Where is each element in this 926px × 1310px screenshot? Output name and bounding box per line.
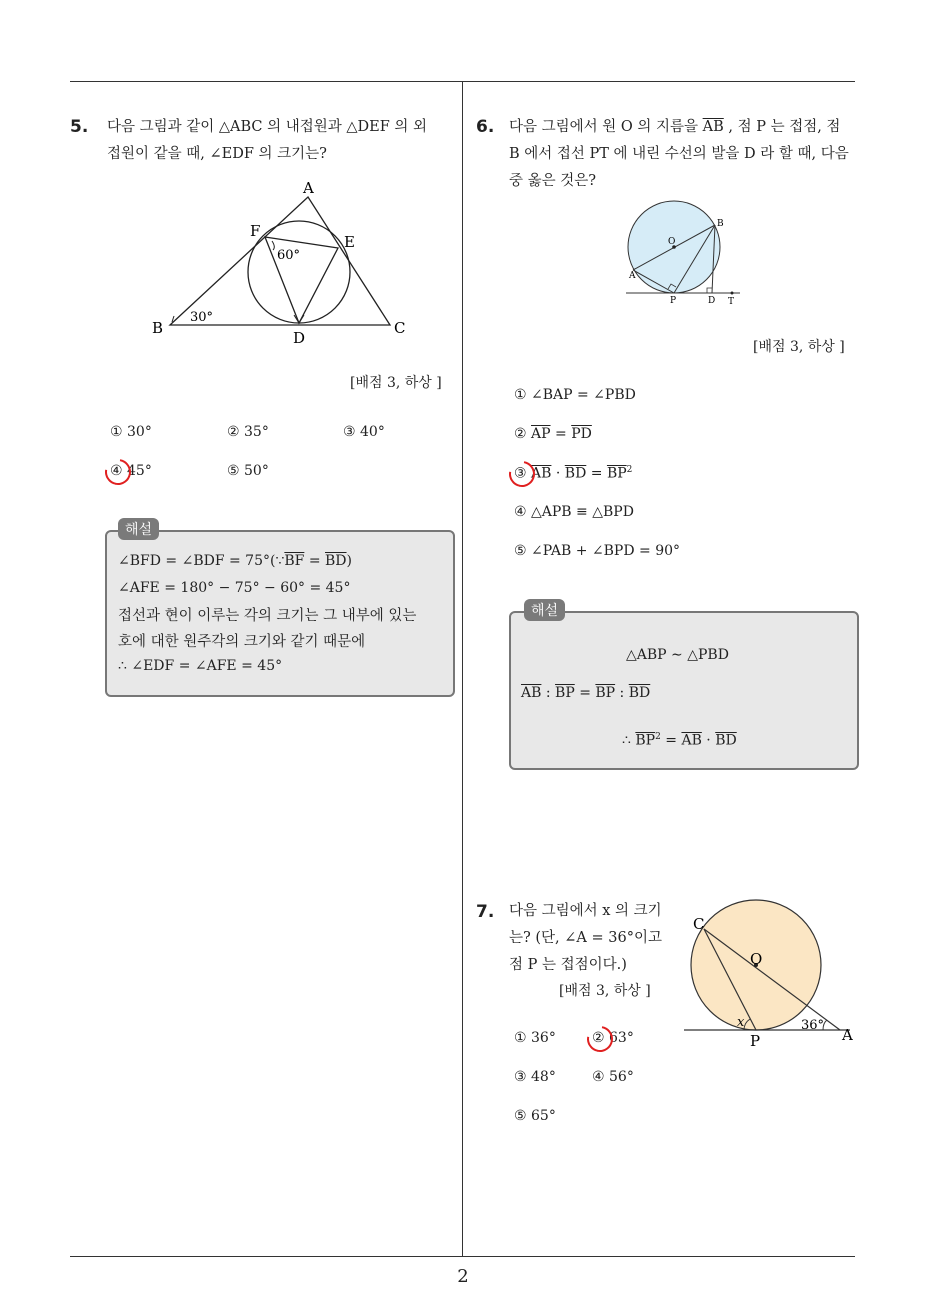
q6-sol-seg-bp3: $\overline{BP}$ [635,732,656,749]
label-d: D [708,296,716,306]
q5-sol-line1-a: ∠BFD = ∠BDF = 75°(∵ [118,553,285,569]
q7-option-1[interactable]: ① 36° [514,1030,556,1046]
q7-text-line3: 점 P 는 접점이다.) [509,957,627,973]
q6-sol-seg-bd2: $\overline{BD}$ [715,732,737,749]
q6-text-line1-c: , 점 P 는 접점, 점 [728,119,841,135]
q6-opt3-seg-ab: $\overline{AB}$ [531,465,552,482]
angle-f-arc [272,241,274,250]
label-t: T [728,297,735,307]
q6-sol-dot: · [701,732,716,749]
q6-sol-eq: = [574,685,596,701]
label-c: C [394,319,406,337]
q5-figure [140,175,430,350]
q7-number: 7. [476,902,495,922]
q5-text-line2: 접원이 같을 때, ∠EDF 의 크기는? [107,146,327,162]
angle-f-label: 60° [277,248,301,263]
q5-sol-seg-bf: $\overline{BF}$ [284,553,305,569]
q6-text [509,114,849,195]
bottom-rule [70,1256,855,1257]
q6-opt3-seg-bd: $\overline{BD}$ [564,465,587,482]
q6-opt3-sup: 2 [626,465,633,475]
q7-figure [680,895,860,1050]
q5-sol-line2: ∠AFE = 180° − 75° − 60° = 45° [118,580,351,596]
q6-text-line1-a: 다음 그림에서 원 O 의 지름을 [509,119,699,135]
right-angle-d [707,288,712,293]
angle-a-label: 36° [801,1018,825,1033]
page-number: 2 [457,1266,469,1287]
q7-text-line2: 는? (단, ∠A = 36°이고 [509,930,662,946]
q6-opt3-seg-bp: $\overline{BP}$ [606,465,627,482]
q6-opt3-dot: · [551,465,565,482]
label-d: D [293,329,306,347]
label-o: O [668,237,676,247]
q5-option-5[interactable]: ⑤ 50° [227,463,269,479]
q6-text-line2: B 에서 접선 PT 에 내린 수선의 발을 D 라 할 때, 다음 [509,146,849,162]
q6-sol-sup: 2 [655,732,661,742]
q5-sol-line4: 호에 대한 원주각의 크기와 같기 때문에 [118,634,366,650]
label-p: P [670,296,677,306]
q6-sol-therefore: ∴ [622,732,636,749]
label-o: O [750,950,763,968]
q6-solution-tag: 해설 [524,599,565,621]
incircle [248,221,350,323]
q7-option-5[interactable]: ⑤ 65° [514,1108,556,1124]
q5-solution-tag: 해설 [118,518,159,540]
q6-opt3-eq: = [586,465,607,482]
q7-option-2[interactable]: ② 63° [592,1030,634,1046]
q7-text [509,898,662,979]
q6-sol-seg-ab: $\overline{AB}$ [521,685,542,701]
q6-option-5[interactable]: ⑤ ∠PAB + ∠BPD = 90° [514,543,681,559]
label-b: B [717,219,724,229]
q5-meta: [배점 3, 하상 ] [350,375,442,391]
q6-number: 6. [476,117,495,137]
q6-sol-seg-ab2: $\overline{AB}$ [681,732,702,749]
q5-sol-line5: ∴ ∠EDF = ∠AFE = 45° [118,658,283,674]
point-t [731,292,734,295]
q6-meta: [배점 3, 하상 ] [753,339,845,355]
q6-sol-colon1: : [541,685,556,701]
label-e: E [344,233,355,251]
q5-sol-seg-bd: $\overline{BD}$ [325,553,347,569]
q6-opt2-prefix: ② [514,426,532,442]
q6-sol-seg-bp2: $\overline{BP}$ [595,685,616,701]
q6-text-line3: 중 옳은 것은? [509,173,597,189]
q5-sol-line1 [118,553,352,569]
q6-opt3-prefix: ③ [514,465,532,482]
q7-meta: [배점 3, 하상 ] [559,983,651,999]
q6-sol-eq2: = [660,732,682,749]
q6-text-line1 [509,114,849,141]
label-a: A [629,271,636,281]
label-a: A [842,1026,853,1044]
q5-option-2[interactable]: ② 35° [227,424,269,440]
q5-answer-mark [100,454,136,490]
q6-opt2-eq: = [550,426,572,442]
q5-text-line1: 다음 그림과 같이 △ABC 의 내접원과 △DEF 의 외 [107,119,428,135]
label-b: B [152,319,164,337]
q6-option-1[interactable]: ① ∠BAP = ∠PBD [514,387,636,403]
q5-sol-line3: 접선과 현이 이루는 각의 크기는 그 내부에 있는 [118,608,417,624]
q6-opt2-seg-ap: $\overline{AP}$ [531,426,551,442]
label-c: C [693,915,705,933]
q6-sol-line2 [521,685,650,701]
q7-option-4[interactable]: ④ 56° [592,1069,634,1085]
q7-option-3[interactable]: ③ 48° [514,1069,556,1085]
triangle-def [265,237,338,323]
label-x: x [737,1015,745,1030]
q6-sol-seg-bd: $\overline{BD}$ [628,685,651,701]
q6-answer-mark [504,456,540,492]
q7-text-line1: 다음 그림에서 x 의 크기 [509,903,662,919]
q5-sol-line1-e: ) [346,553,352,569]
q5-option-3[interactable]: ③ 40° [343,424,385,440]
q6-sol-line3 [622,732,737,749]
label-p: P [750,1032,761,1050]
q5-option-1[interactable]: ① 30° [110,424,152,440]
column-divider [462,82,463,1256]
label-f: F [250,222,261,240]
q6-option-2[interactable] [514,426,592,442]
q5-text [107,114,427,168]
q5-number: 5. [70,117,89,137]
q6-figure [622,200,752,310]
q6-opt2-seg-pd: $\overline{PD}$ [571,426,592,442]
q6-seg-ab: $\overline{AB}$ [702,119,724,135]
q6-sol-line1: △ABP ∼ △PBD [626,647,729,663]
q5-option-4[interactable]: ④ 45° [110,463,152,479]
q5-sol-line1-c: = [304,553,326,569]
q6-option-4[interactable]: ④ △APB ≡ △BPD [514,504,634,520]
q6-sol-seg-bp: $\overline{BP}$ [555,685,575,701]
angle-b-label: 30° [190,310,214,325]
q6-sol-colon2: : [615,685,629,701]
label-a: A [303,179,314,197]
q7-answer-mark [582,1021,618,1057]
